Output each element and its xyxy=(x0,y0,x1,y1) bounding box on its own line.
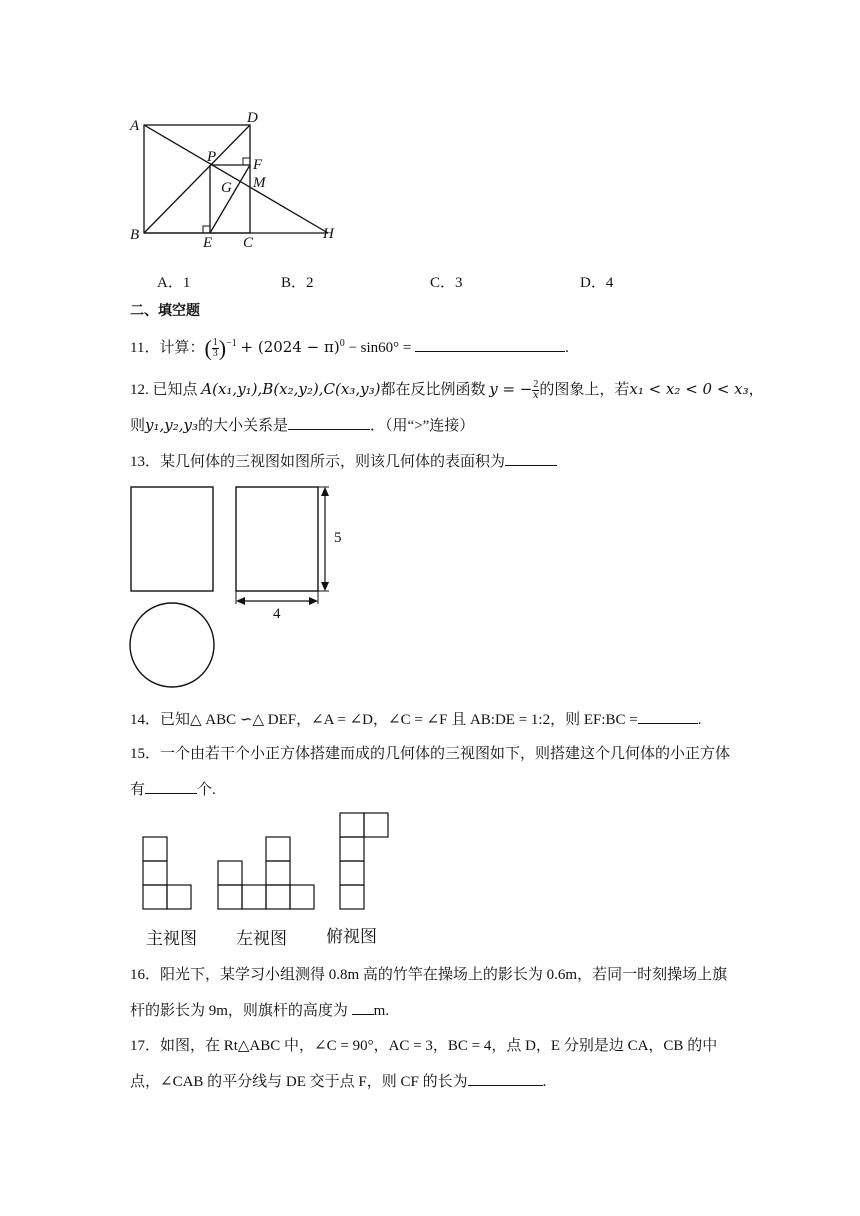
answer-blank-11[interactable] xyxy=(415,337,565,352)
answer-blank-14[interactable] xyxy=(638,709,698,724)
label-m: M xyxy=(253,175,266,191)
question-13-three-views xyxy=(125,480,365,695)
question-10-geometry-figure xyxy=(125,105,345,250)
right-angle-e xyxy=(203,226,210,233)
arrow-right-icon xyxy=(309,597,318,605)
question-15-line-1: 15．一个由若干个小正方体搭建而成的几何体的三视图如下，则搭建这个几何体的小正方体 xyxy=(130,746,731,762)
label-b: B xyxy=(130,227,140,243)
label-a: A xyxy=(130,118,140,134)
arrow-left-icon xyxy=(236,597,245,605)
side-view-rectangle xyxy=(236,487,318,591)
option-d[interactable]: D．4 xyxy=(580,275,614,291)
line-ah xyxy=(144,125,328,233)
option-b[interactable]: B．2 xyxy=(281,275,314,291)
top-view-circle xyxy=(130,603,214,687)
question-15-line-2: 有 个. xyxy=(130,779,216,800)
left-view-grid xyxy=(218,837,314,909)
answer-blank-13[interactable] xyxy=(505,451,557,466)
caption-front-view: 主视图 xyxy=(146,929,197,949)
question-12-line-2: 则y₁,y₂,y₃的大小关系是 ．（用“>”连接） xyxy=(130,416,475,434)
answer-blank-15[interactable] xyxy=(145,779,197,794)
label-d: D xyxy=(247,110,258,126)
label-g: G xyxy=(221,180,232,196)
question-14: 14．已知△ ABC ∽△ DEF，∠A = ∠D，∠C = ∠F 且 AB:DE = 1:2，则 EF:BC = . xyxy=(130,709,701,730)
diagonal-bd xyxy=(144,125,250,233)
label-e: E xyxy=(203,235,213,250)
section-title: 二、填空题 xyxy=(130,304,200,319)
answer-blank-17[interactable] xyxy=(468,1071,543,1086)
caption-top-view: 俯视图 xyxy=(326,927,377,947)
question-11: 11．计算：( $\frac{1}{3}$ )$^{-1} + (2024 - \pi)^0 - \sin 60^\circ$ = . xyxy=(130,335,569,361)
fraction-one-third: $\frac{1}{3}$ xyxy=(212,337,218,360)
question-17-line-1: 17．如图，在 Rt△ABC 中，∠C = 90°，AC = 3，BC = 4，点 D，E 分别是边 CA，CB 的中 xyxy=(130,1038,718,1054)
question-13: 13．某几何体的三视图如图所示，则该几何体的表面积为 xyxy=(130,451,557,472)
arrow-up-icon xyxy=(321,487,329,496)
label-h: H xyxy=(323,226,334,242)
right-angle-f xyxy=(243,158,250,165)
dimension-height-label: 5 xyxy=(334,530,342,546)
caption-left-view: 左视图 xyxy=(236,929,287,949)
label-c: C xyxy=(243,235,254,250)
answer-blank-16[interactable] xyxy=(352,1000,374,1015)
option-a[interactable]: A．1 xyxy=(157,275,191,291)
top-view-grid xyxy=(340,813,388,909)
label-p: P xyxy=(207,149,217,165)
question-17-line-2: 点，∠CAB 的平分线与 DE 交于点 F，则 CF 的长为 . xyxy=(130,1071,546,1092)
option-c[interactable]: C．3 xyxy=(430,275,463,291)
question-16-line-1: 16．阳光下，某学习小组测得 0.8m 高的竹竿在操场上的影长为 0.6m，若同一时刻操场上旗 xyxy=(130,967,728,983)
dimension-width-label: 4 xyxy=(273,606,281,622)
question-12-line-1: 12. 已知点 A(x₁,y₁),B(x₂,y₂),C(x₃,y₃)都在反比例函数 y = − $\frac{2}{x}$ 的图象上，若x₁ < x₂ < 0 < x₃， xyxy=(130,379,764,402)
front-view-grid xyxy=(143,837,191,909)
arrow-down-icon xyxy=(321,582,329,591)
question-16-line-2: 杆的影长为 9m，则旗杆的高度为 m. xyxy=(130,1000,389,1021)
front-view-rectangle xyxy=(131,487,213,591)
label-f: F xyxy=(253,157,263,173)
answer-blank-12[interactable] xyxy=(288,415,370,430)
question-15-cube-views xyxy=(140,810,400,915)
